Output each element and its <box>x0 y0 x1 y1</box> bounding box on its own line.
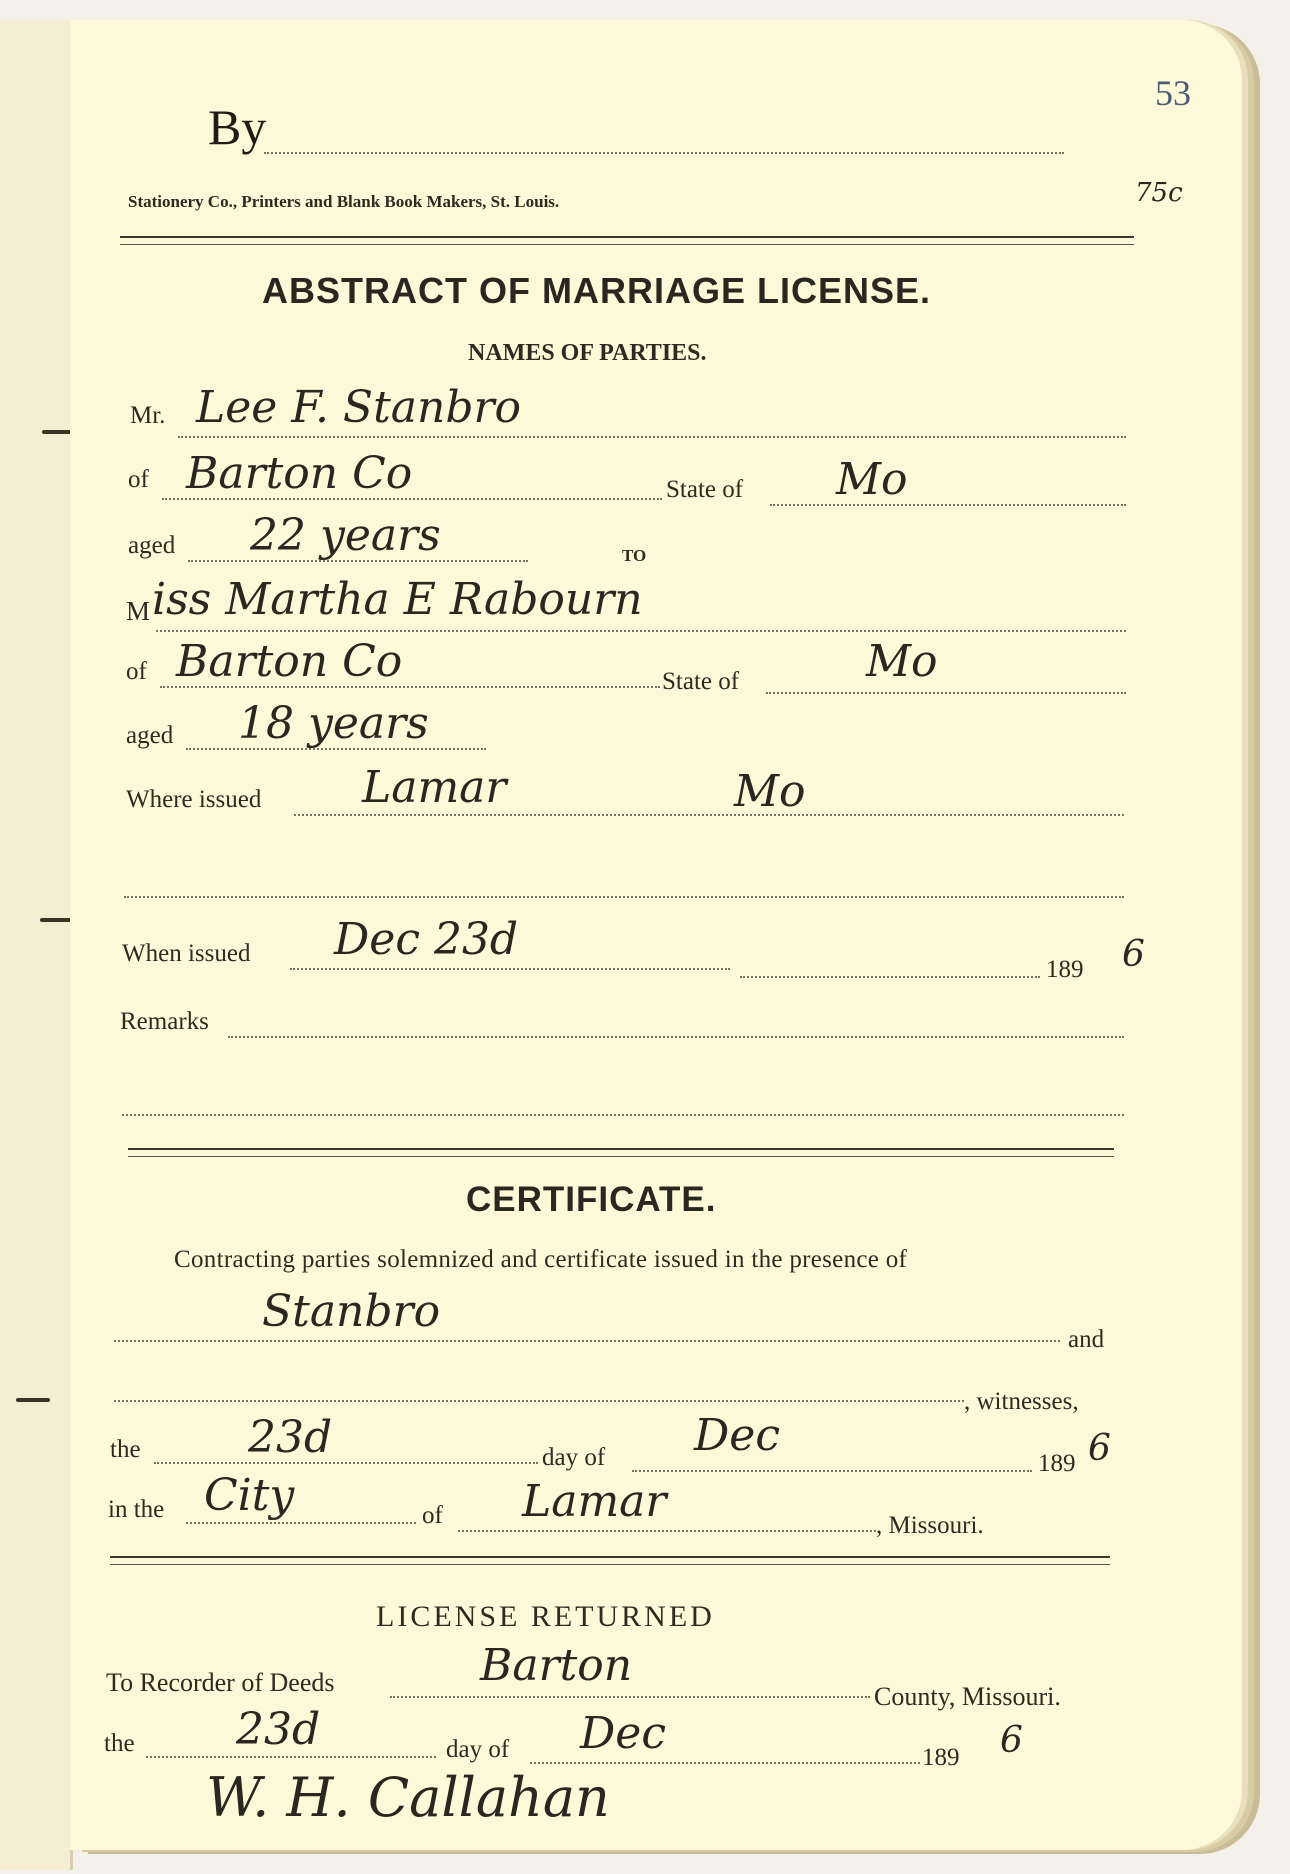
binding-stitch <box>40 918 74 922</box>
document-title: ABSTRACT OF MARRIAGE LICENSE. <box>262 270 932 311</box>
issue-place: Lamar <box>362 762 507 813</box>
bride-age: 18 years <box>238 698 429 749</box>
recorder-signature: W. H. Callahan <box>206 1766 610 1829</box>
in-the-label: in the <box>108 1496 165 1523</box>
returned-day-of-label: day of <box>446 1736 510 1763</box>
certificate-title: CERTIFICATE. <box>466 1180 717 1219</box>
bride-prefix: M <box>126 596 151 626</box>
bride-aged-label: aged <box>126 722 174 749</box>
groom-state: Mo <box>836 454 908 505</box>
and-label: and <box>1068 1326 1105 1353</box>
groom-of-label: of <box>128 466 149 493</box>
recorder-label: To Recorder of Deeds <box>106 1668 335 1697</box>
returned-the-label: the <box>104 1730 135 1757</box>
bride-of-label: of <box>126 658 147 685</box>
groom-aged-label: aged <box>128 532 176 559</box>
cert-of-label: of <box>422 1502 443 1529</box>
groom-prefix: Mr. <box>130 402 166 429</box>
returned-county: Barton <box>480 1640 633 1691</box>
cert-month: Dec <box>694 1410 780 1461</box>
returned-year-suffix: 6 <box>1000 1720 1023 1761</box>
bride-county: Barton Co <box>176 636 403 687</box>
issue-year-suffix: 6 <box>1122 934 1145 975</box>
bride-name: iss Martha E Rabourn <box>152 574 643 625</box>
groom-name: Lee F. Stanbro <box>196 382 522 433</box>
municipality: City <box>204 1470 295 1521</box>
cert-year-prefix: 189 <box>1038 1450 1076 1477</box>
remarks-label: Remarks <box>120 1008 209 1035</box>
missouri-label: , Missouri. <box>876 1512 984 1539</box>
to-label: TO <box>622 546 647 565</box>
printer-imprint: Stationery Co., Printers and Blank Book Makers, St. Louis. <box>128 192 560 211</box>
cert-day: 23d <box>248 1412 333 1463</box>
witnesses-label: , witnesses, <box>964 1388 1079 1415</box>
returned-day: 23d <box>236 1704 321 1755</box>
groom-age: 22 years <box>250 510 441 561</box>
cert-day-of-label: day of <box>542 1444 606 1471</box>
returned-year-prefix: 189 <box>922 1744 960 1771</box>
when-issued-label: When issued <box>122 940 251 967</box>
bride-state-label: State of <box>662 668 740 695</box>
names-heading: NAMES OF PARTIES. <box>468 340 707 366</box>
binding-stitch <box>16 1398 50 1402</box>
cert-the-label: the <box>110 1436 141 1463</box>
facing-page-edge <box>0 20 73 1870</box>
returned-month: Dec <box>580 1708 666 1759</box>
page-number: 53 <box>1155 73 1191 113</box>
certificate-intro: Contracting parties solemnized and certificate issued in the presence of <box>174 1246 908 1273</box>
issue-date: Dec 23d <box>334 914 519 965</box>
issue-year-prefix: 189 <box>1046 956 1084 983</box>
groom-county: Barton Co <box>186 448 413 499</box>
cert-year-suffix: 6 <box>1088 1428 1111 1469</box>
groom-state-label: State of <box>666 476 744 503</box>
returned-title: LICENSE RETURNED <box>376 1600 715 1633</box>
county-missouri-label: County, Missouri. <box>874 1682 1061 1711</box>
cert-city: Lamar <box>522 1476 667 1527</box>
by-label: By <box>208 99 267 155</box>
bride-state: Mo <box>866 636 938 687</box>
margin-note: 75c <box>1135 178 1183 208</box>
where-issued-label: Where issued <box>126 786 262 813</box>
issue-state: Mo <box>734 766 806 817</box>
witness-name: Stanbro <box>262 1286 441 1337</box>
